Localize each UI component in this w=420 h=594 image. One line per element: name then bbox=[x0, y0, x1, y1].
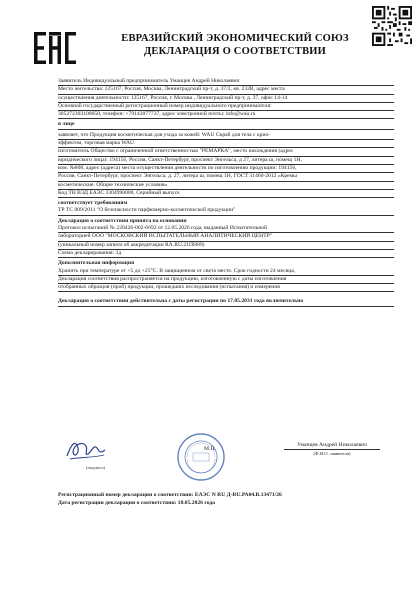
applicant-name: Заявитель Индивидуальный предприниматель Уманцев Андрей Николаевич bbox=[58, 78, 394, 86]
person-line: в лице bbox=[58, 121, 394, 129]
additional-line-2: Декларация соответствия распространяется на продукцию, изготовленную с даты изготовления bbox=[58, 276, 394, 284]
declares-line-1: заявляет, что Продукция косметическая для ухода за кожей: WAU Скраб для тела с крио- bbox=[58, 132, 394, 140]
round-seal-stamp bbox=[176, 432, 226, 482]
manufacturer-line-5: косметические. Общие технические условия» bbox=[58, 182, 394, 190]
additional-heading: Дополнительная информация bbox=[58, 260, 135, 267]
basis-line-2: лабораторией ООО "МОСКОВСКИЙ ИСПЫТАТЕЛЬНЫЙ АНАЛИТИЧЕСКИЙ ЦЕНТР" bbox=[58, 233, 394, 241]
title-union: ЕВРАЗИЙСКИЙ ЭКОНОМИЧЕСКИЙ СОЮЗ bbox=[121, 33, 349, 44]
manufacturer-line-4: Россия, Санкт-Петербург, проспект Энгельса, д. 27, литера ш, помещ 1Н, ГОСТ 31460-2012 «Кремы bbox=[58, 173, 394, 181]
declares-line-2: эффектом, торговая марка WAU bbox=[58, 140, 394, 148]
eac-mark-logo bbox=[32, 28, 78, 68]
applicant-address-2: осуществления деятельности: 125167, Россия, г. Москва , Ленинградский пр-т, д. 37, офис 14-14 bbox=[58, 95, 394, 103]
signature-block bbox=[58, 432, 394, 484]
applicant-address-1: Место жительства: 125167, Россия, Москва, Ленинградский пр-т, д. 37/2, кв. 232В, адрес места bbox=[58, 86, 394, 94]
applicant-contacts: 305272303100050, телефон: +79142077737, адрес электронной почты: info@wau.ru bbox=[58, 111, 394, 119]
requirements-value: ТР ТС 009/2011 "О безопасности парфюмерно-косметической продукции" bbox=[58, 207, 394, 215]
product-code: Код ТН ВЭД ЕАЭС 3304990000, Серийный выпуск bbox=[58, 190, 394, 198]
signer-name: Уманцев Андрей Николаевич bbox=[284, 442, 380, 450]
document-title bbox=[100, 32, 370, 58]
requirements-heading: соответствует требованиям bbox=[58, 200, 128, 207]
mp-label: М.П. bbox=[204, 446, 216, 452]
manufacturer-line-3: ком. №808, адрес (адреса) места осуществления деятельности по изготовлению продукции: 194156, bbox=[58, 165, 394, 173]
basis-line-3: (уникальный номер записи об аккредитации RA.RU.21ПН89) bbox=[58, 242, 394, 250]
manufacturer-line-2: юридического лица): 194156, Россия, Санкт-Петербург, проспект Энгельса, д 27, литера ш, помещ 1Н, bbox=[58, 157, 394, 165]
scheme-line: Схема декларирования: 3д bbox=[58, 250, 394, 258]
qr-code-icon bbox=[372, 6, 412, 46]
basis-line-1: Протокол испытаний № 220426-002-6692 от 12.05.2026 года, выданный Испытательной bbox=[58, 225, 394, 233]
signature-caption: (подпись) bbox=[86, 465, 106, 470]
registration-date: Дата регистрации декларации о соответствии: 18.05.2026 года bbox=[58, 499, 216, 506]
declaration-body bbox=[58, 78, 394, 307]
validity-line: Декларация о соответствии действительна с даты регистрации по 17.05.2031 года включительно bbox=[58, 298, 394, 306]
signer bbox=[284, 442, 380, 457]
registration-number: Регистрационный номер декларации о соответствии: ЕАЭС N RU Д-RU.РА04.В.13471/26 bbox=[58, 492, 282, 498]
handwritten-signature bbox=[64, 434, 108, 464]
manufacturer-line-1: изготовитель Общество с ограниченной ответственностью "РЕМАРКА", место нахождения (адрес bbox=[58, 148, 394, 156]
additional-line-3: отобранных образцов (проб) продукции, прошедших исследования (испытания) и измерения bbox=[58, 284, 394, 292]
registration-info bbox=[58, 492, 394, 507]
basis-heading: Декларация о соответствии принята на основании bbox=[58, 217, 187, 224]
title-declaration: ДЕКЛАРАЦИЯ О СООТВЕТСТВИИ bbox=[143, 46, 327, 57]
signer-caption: (Ф.И.О. заявителя) bbox=[313, 451, 351, 456]
applicant-ogrn: Основной государственный регистрационный номер индивидуального предпринимателя: bbox=[58, 103, 394, 111]
additional-line-1: Хранить при температуре от +5 до +25°С. В защищенном от света месте. Срок годности 24 месяца, bbox=[58, 268, 394, 276]
